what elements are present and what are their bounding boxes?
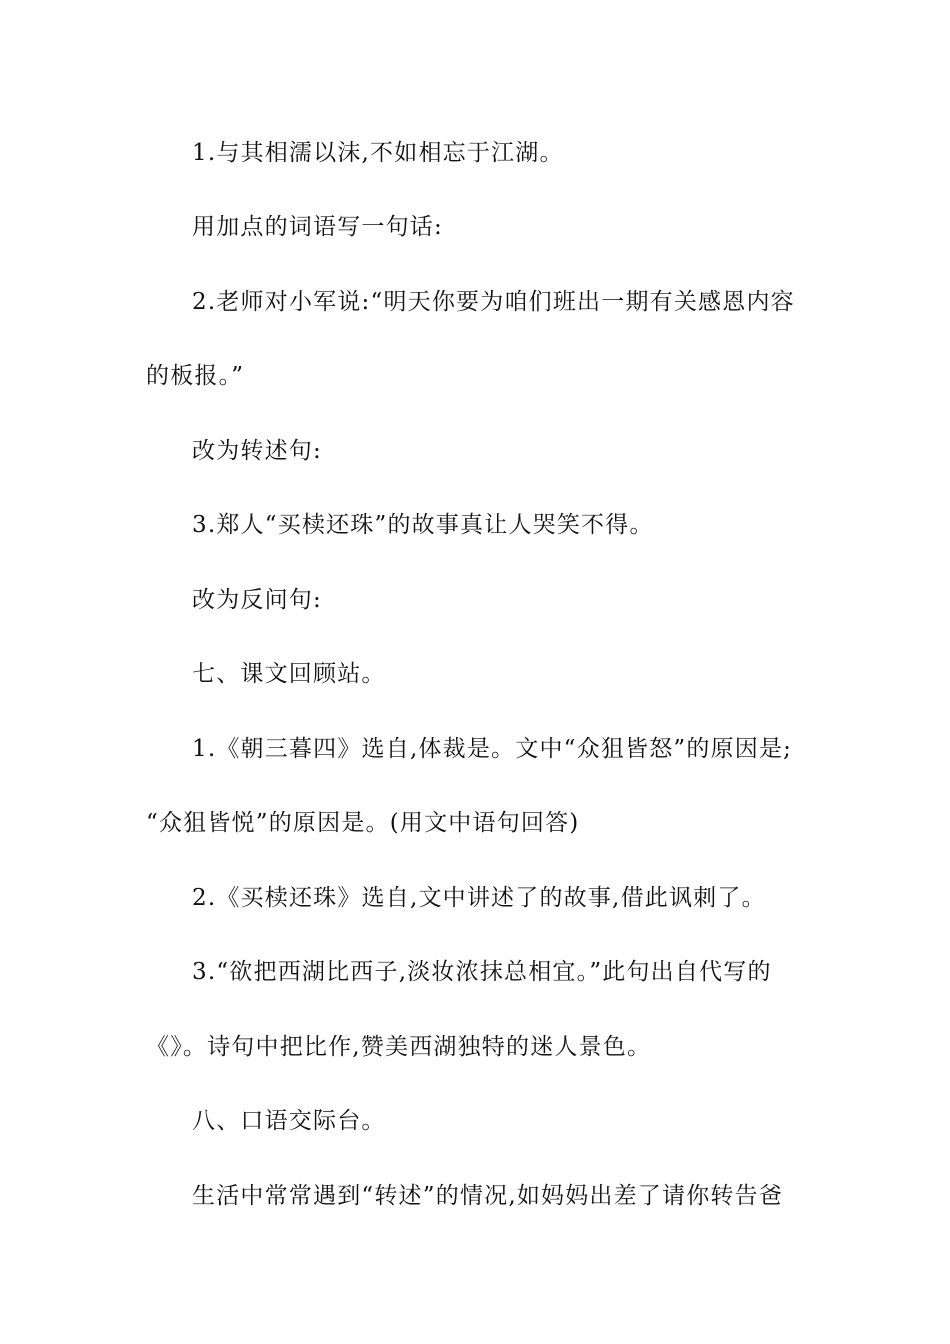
section-heading: 七、课文回顾站。	[192, 661, 386, 687]
text-line: 3.郑人“买椟还珠”的故事真让人哭笑不得。	[192, 512, 654, 538]
text-line: 生活中常常遇到“转述”的情况,如妈妈出差了请你转告爸	[192, 1183, 784, 1209]
text-line: 改为反问句:	[192, 587, 322, 613]
section-heading: 八、口语交际台。	[192, 1108, 386, 1134]
text-line: “众狙皆悦”的原因是。(用文中语句回答)	[146, 810, 580, 836]
text-line: 2.老师对小军说:“明天你要为咱们班出一期有关感恩内容	[192, 289, 795, 315]
text-line: 1.《朝三暮四》选自,体裁是。文中“众狙皆怒”的原因是;	[192, 736, 793, 762]
text-line: 的板报。”	[146, 363, 245, 389]
text-line: 2.《买椟还珠》选自,文中讲述了的故事,借此讽刺了。	[192, 885, 766, 911]
text-line: 《》。诗句中把比作,赞美西湖独特的迷人景色。	[146, 1034, 652, 1060]
text-line: 改为转述句:	[192, 438, 322, 464]
text-line: 3.“欲把西湖比西子,淡妆浓抹总相宜。”此句出自代写的	[192, 959, 772, 985]
text-line: 用加点的词语写一句话:	[192, 214, 443, 240]
text-line: 1.与其相濡以沫,不如相忘于江湖。	[192, 140, 564, 166]
